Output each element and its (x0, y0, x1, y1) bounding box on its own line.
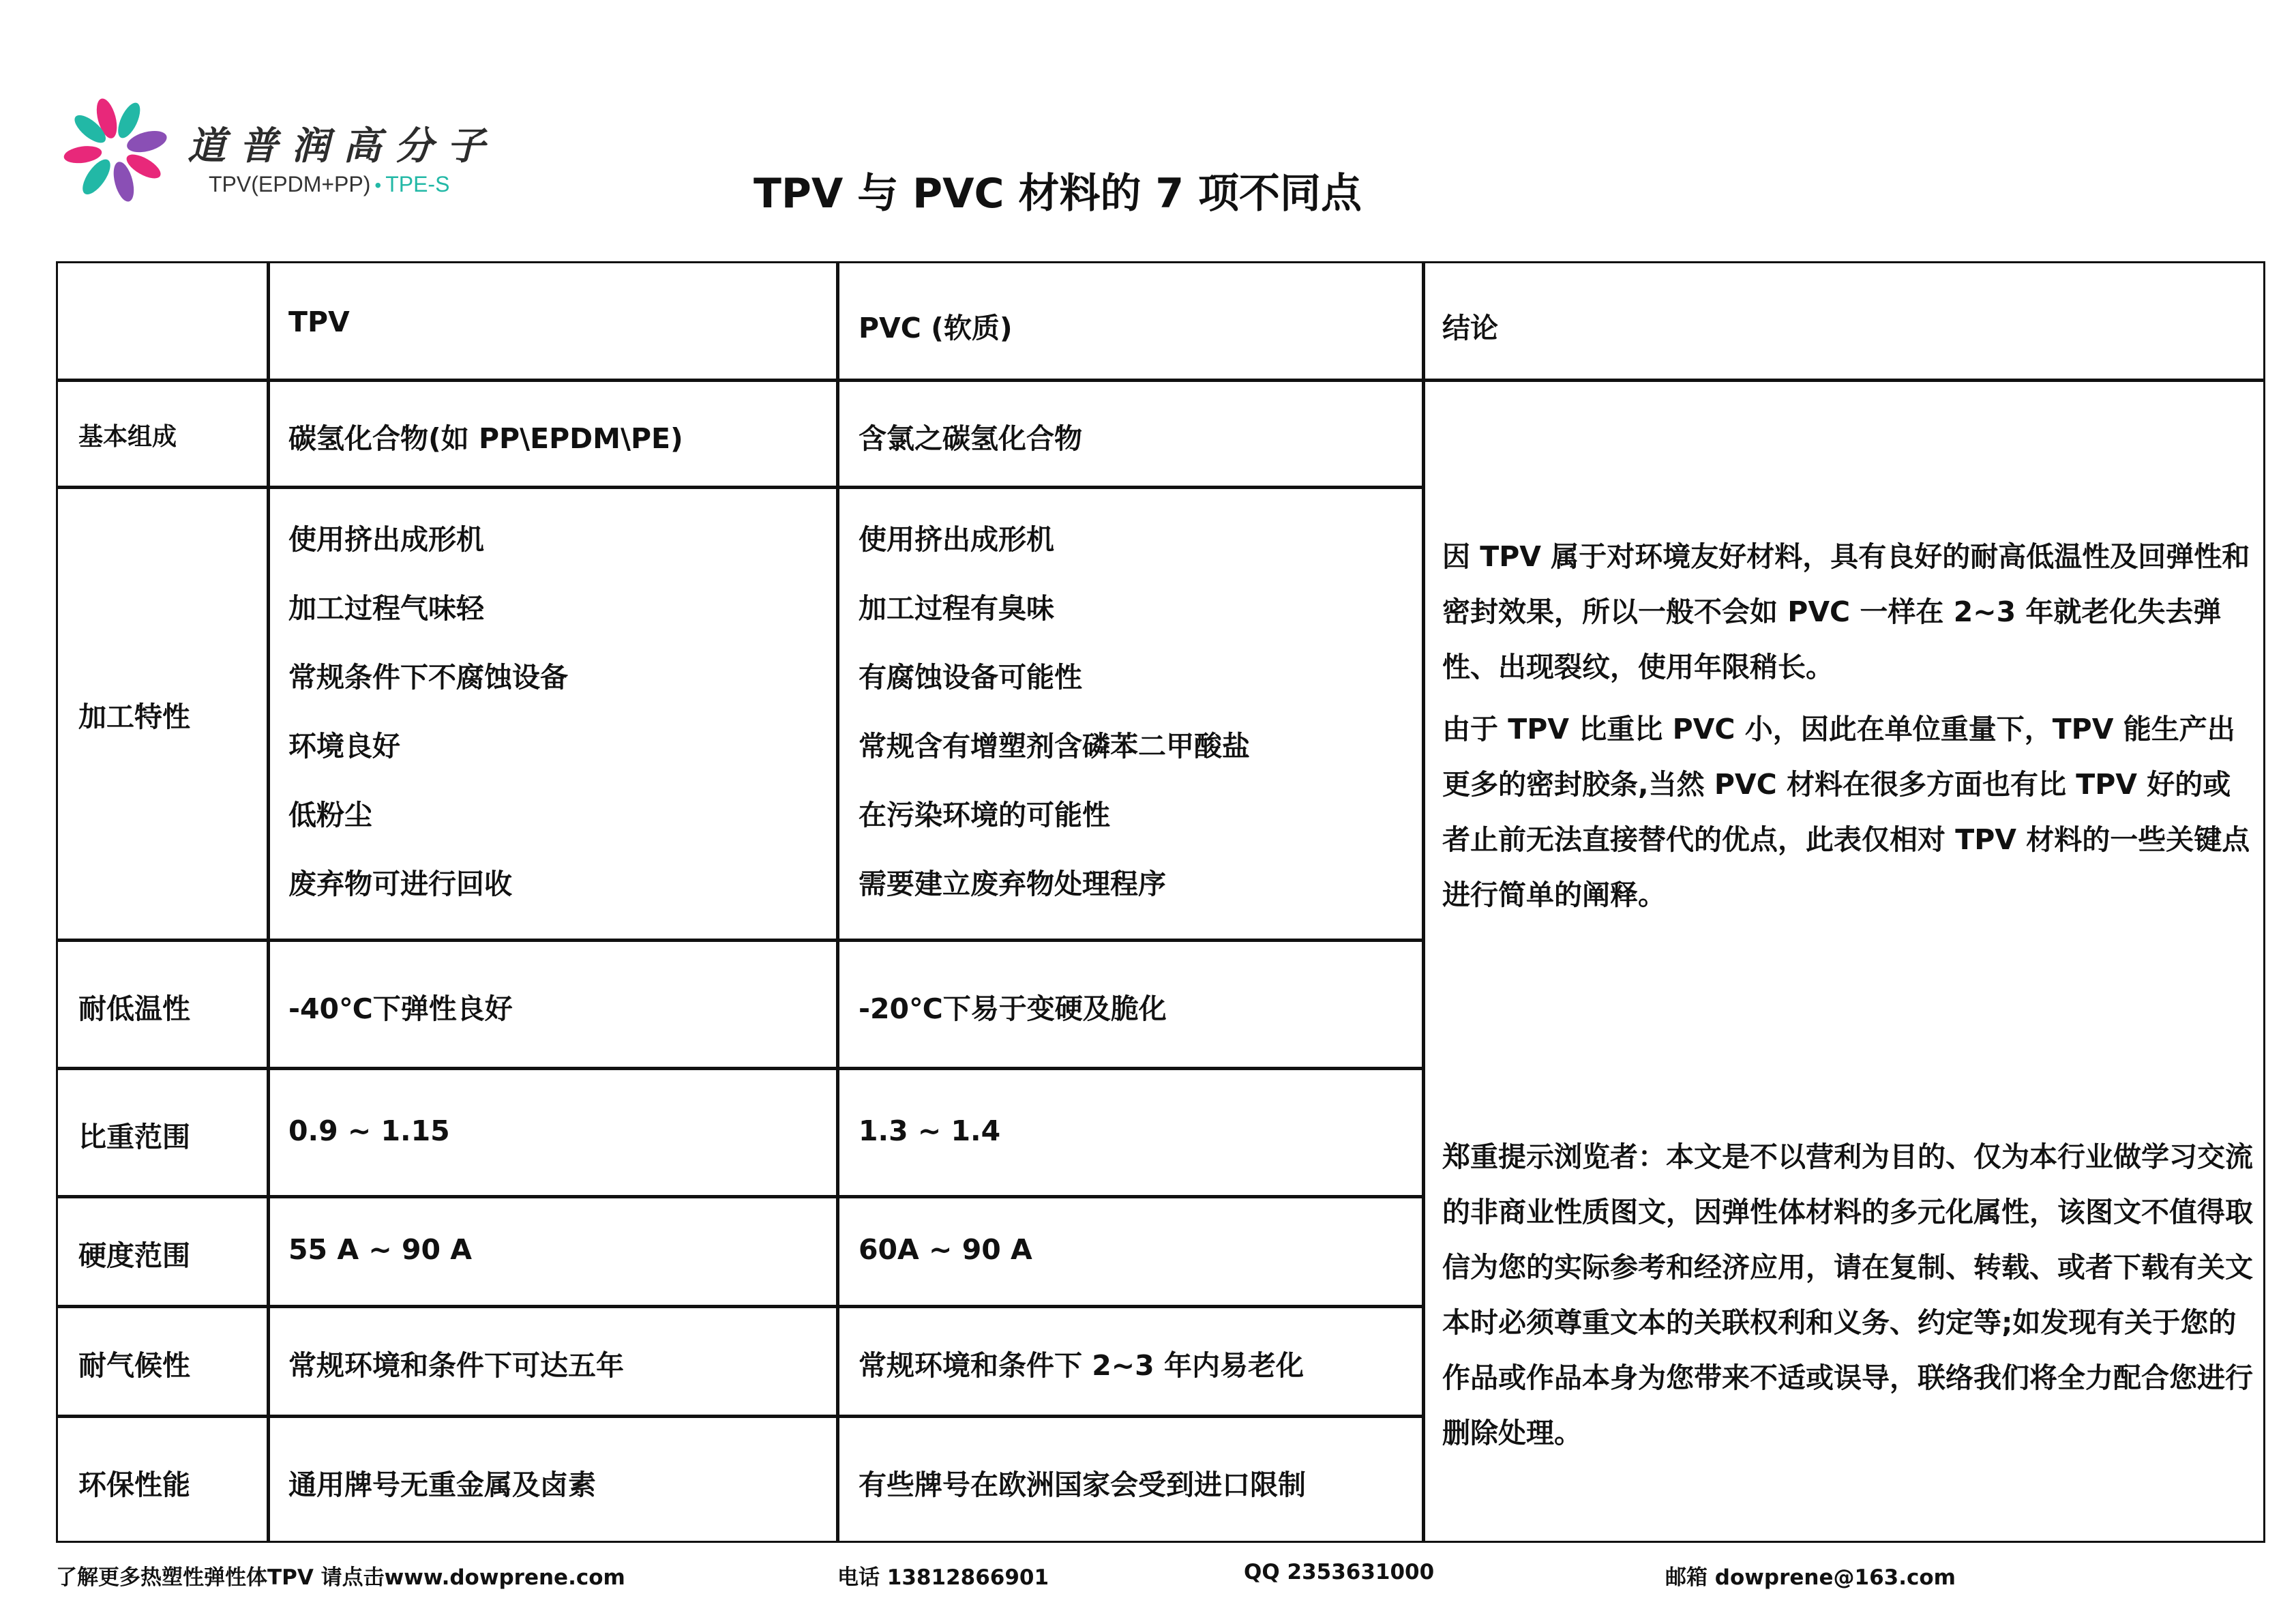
row-divider (58, 1305, 1423, 1308)
brand-sub-left: TPV(EPDM+PP) (209, 172, 371, 196)
brand-sub-right: TPE-S (385, 172, 450, 196)
disclaimer-notice (1442, 1130, 2254, 1461)
header-conclusion: 结论 (1442, 312, 1498, 344)
disclaimer-paragraph: 郑重提示浏览者：本文是不以营利为目的、仅为本行业做学习交流的非商业性质图文，因弹性体材料的多元化属性，该图文不值得取信为您的实际参考和经济应用，请在复制、转载、或者下载有关文本时必须尊重文本的关联权利和义务、约定等;如发现有关于您的作品或作品本身为您带来不适或误导，联络我们将全力配合您进行删除处理。 (1442, 1140, 2253, 1449)
list-item: 使用挤出成形机 (288, 523, 484, 556)
brand-sub-dot: • (374, 175, 382, 196)
row-divider (58, 486, 1423, 489)
header-tpv: TPV (288, 306, 350, 338)
comparison-table (56, 261, 2265, 1543)
pvc-processing-list (859, 505, 1250, 919)
list-item: 加工过程有臭味 (859, 592, 1054, 625)
pvc-hardness: 60A ~ 90 A (859, 1233, 1032, 1266)
row-label-weather: 耐气候性 (78, 1349, 190, 1382)
list-item: 使用挤出成形机 (859, 523, 1054, 556)
footer-qq: QQ 2353631000 (1244, 1560, 1435, 1584)
footer-email: 邮箱 dowprene@163.com (1665, 1565, 1956, 1590)
row-divider (58, 1195, 1423, 1198)
row-divider (58, 379, 2263, 382)
row-label-density: 比重范围 (78, 1121, 190, 1153)
header-pvc: PVC (软质) (859, 312, 1013, 344)
conclusion-paragraph-1: 因 TPV 属于对环境友好材料，具有良好的耐高低温性及回弹性和密封效果，所以一般不会如 PVC 一样在 2~3 年就老化失去弹性、出现裂纹，使用年限稍长。 (1442, 540, 2250, 683)
brand-name: 道普润高分子 (188, 123, 498, 168)
row-divider (58, 1415, 1423, 1418)
brand-logo-icon (57, 95, 173, 205)
list-item: 常规条件下不腐蚀设备 (288, 661, 568, 694)
tpv-composition: 碳氢化合物(如 PP\EPDM\PE) (288, 422, 683, 455)
row-label-environment: 环保性能 (78, 1468, 190, 1501)
footer-phone: 电话 13812866901 (837, 1565, 1049, 1590)
row-divider (58, 939, 1423, 942)
list-item: 环境良好 (288, 730, 400, 763)
row-label-processing: 加工特性 (78, 700, 190, 733)
list-item: 加工过程气味轻 (288, 592, 484, 625)
list-item: 在污染环境的可能性 (859, 799, 1110, 831)
conclusion-paragraph-2: 由于 TPV 比重比 PVC 小，因此在单位重量下，TPV 能生产出更多的密封胶条,当然 PVC 材料在很多方面也有比 TPV 好的或者止前无法直接替代的优点，此表仅相对 TPV 材料的一些关键点进行简单的阐释。 (1442, 713, 2250, 911)
tpv-processing-list (288, 505, 568, 919)
tpv-weather: 常规环境和条件下可达五年 (288, 1349, 624, 1382)
tpv-density: 0.9 ~ 1.15 (288, 1114, 450, 1147)
tpv-hardness: 55 A ~ 90 A (288, 1233, 473, 1266)
column-divider (1422, 263, 1425, 1541)
pvc-density: 1.3 ~ 1.4 (859, 1114, 1001, 1147)
column-divider (836, 263, 839, 1541)
row-label-composition: 基本组成 (78, 423, 177, 451)
list-item: 低粉尘 (288, 799, 372, 831)
footer-more-link[interactable]: 了解更多热塑性弹性体TPV 请点击www.dowprene.com (56, 1565, 625, 1590)
pvc-composition: 含氯之碳氢化合物 (859, 422, 1082, 455)
list-item: 废弃物可进行回收 (288, 868, 512, 900)
pvc-weather: 常规环境和条件下 2~3 年内易老化 (859, 1349, 1304, 1382)
conclusion-text (1442, 529, 2254, 923)
row-label-low-temp: 耐低温性 (78, 992, 190, 1025)
brand-subtitle (209, 172, 449, 197)
tpv-low-temp: -40℃下弹性良好 (288, 992, 513, 1025)
column-divider (267, 263, 270, 1541)
list-item: 常规含有增塑剂含磷苯二甲酸盐 (859, 730, 1250, 763)
list-item: 需要建立废弃物处理程序 (859, 868, 1166, 900)
list-item: 有腐蚀设备可能性 (859, 661, 1082, 694)
row-label-hardness: 硬度范围 (78, 1239, 190, 1272)
tpv-environment: 通用牌号无重金属及卤素 (288, 1468, 596, 1501)
row-divider (58, 1067, 1423, 1070)
page-title: TPV 与 PVC 材料的 7 项不同点 (754, 170, 1362, 218)
pvc-low-temp: -20℃下易于变硬及脆化 (859, 992, 1167, 1025)
pvc-environment: 有些牌号在欧洲国家会受到进口限制 (859, 1468, 1306, 1501)
